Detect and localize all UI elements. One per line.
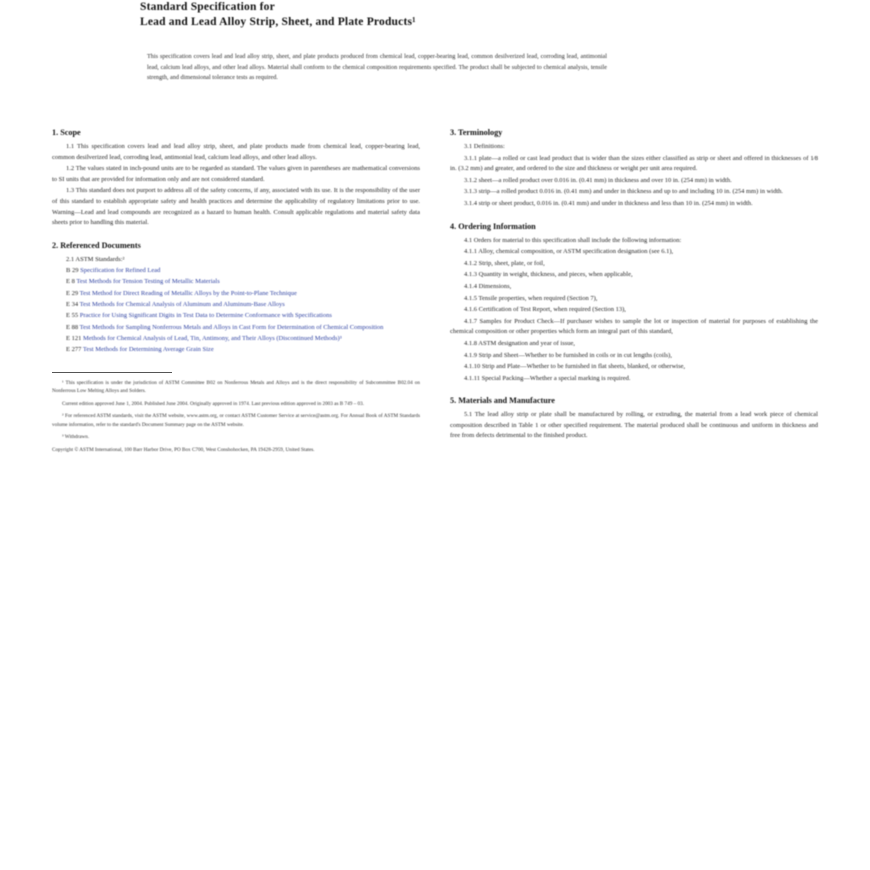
body-columns <box>52 128 818 862</box>
reference-prefix: E 277 <box>66 346 82 354</box>
reference-item[interactable] <box>52 323 420 334</box>
title-line-1: Standard Specification for <box>140 1 275 13</box>
page-title <box>140 0 818 30</box>
reference-label: Methods for Chemical Analysis of Lead, Tin, Antimony, and Their Alloys (Discontinued Methods)³ <box>82 334 342 342</box>
reference-item[interactable] <box>52 255 420 266</box>
reference-prefix: B 29 <box>66 267 79 275</box>
paragraph: 3.1.2 sheet—a rolled product over 0.016 in. (0.41 mm) in thickness and over 10 in. (254 mm) in width. <box>464 176 732 184</box>
reference-label: Test Methods for Chemical Analysis of Aluminum and Aluminum-Base Alloys <box>79 300 285 308</box>
reference-item[interactable] <box>52 289 420 300</box>
reference-prefix: E 29 <box>66 289 79 297</box>
document-header <box>140 0 818 30</box>
abstract-text: This specification covers lead and lead alloy strip, sheet, and plate products produced from chemical lead, copper-bearing lead, common desilverized lead, corroding lead, antimonial lead, calcium lead alloys, and other lead alloys. Material shall conform to the chemical composition requirements specified. The product shall be subjected to chemical analysis, tensile strength, and dimensional tolerance tests as required. <box>147 53 607 81</box>
reference-label: Test Methods for Determining Average Grain Size <box>82 346 214 354</box>
footnote: Current edition approved June 1, 2004. Published June 2004. Originally approved in 1974. Last previous edition approved in 2003 as B 749 – 03. <box>62 400 364 407</box>
reference-label: ASTM Standards:² <box>75 255 125 263</box>
reference-label: Test Method for Direct Reading of Metallic Alloys by the Point-to-Plane Technique <box>79 289 297 297</box>
paragraph: 4.1.8 ASTM designation and year of issue, <box>464 339 576 347</box>
right-column <box>450 128 818 862</box>
paragraph: 4.1.7 Samples for Product Check—If purchaser wishes to sample the lot or inspection of material for purposes of establishing the chemical composition or other properties which form an integral part of this standard, <box>450 317 818 336</box>
section-heading-scope: 1. Scope <box>52 128 81 137</box>
section-heading-terminology: 3. Terminology <box>450 128 503 137</box>
reference-prefix: E 8 <box>66 278 75 286</box>
reference-prefix: E 88 <box>66 323 79 331</box>
paragraph: 3.1 Definitions: <box>464 143 505 150</box>
title-line-2: Lead and Lead Alloy Strip, Sheet, and Plate Products¹ <box>140 16 416 28</box>
paragraph: 4.1.4 Dimensions, <box>464 282 512 290</box>
paragraph: 3.1.3 strip—a rolled product 0.016 in. (0.41 mm) and under in thickness and up to and including 10 in. (254 mm) in width. <box>464 188 783 196</box>
paragraph: 4.1.3 Quantity in weight, thickness, and pieces, when applicable, <box>464 271 633 279</box>
paragraph: 1.1 This specification covers lead and lead alloy strip, sheet, and plate products made from chemical lead, copper-bearing lead, common desilverized lead, corroding lead, antimonial lead, calcium lead alloys, and other lead alloys. <box>52 143 420 161</box>
reference-prefix: E 121 <box>66 334 82 342</box>
reference-item[interactable] <box>52 334 420 345</box>
paragraph: 4.1.5 Tensile properties, when required (Section 7), <box>464 294 598 302</box>
reference-item[interactable] <box>52 345 420 356</box>
reference-prefix: E 55 <box>66 312 79 320</box>
reference-label: Practice for Using Significant Digits in Test Data to Determine Conformance with Specifications <box>79 312 332 320</box>
reference-prefix: E 34 <box>66 300 79 308</box>
reference-item[interactable] <box>52 311 420 322</box>
paragraph: 4.1 Orders for material to this specification shall include the following information: <box>464 236 682 244</box>
section-heading-materials-and-manufacture: 5. Materials and Manufacture <box>450 396 555 406</box>
paragraph: 4.1.9 Strip and Sheet—Whether to be furnished in coils or in cut lengths (coils), <box>464 351 672 359</box>
copyright-notice: Copyright © ASTM International, 100 Barr Harbor Drive, PO Box C700, West Conshohocken, PA 19428-2959, United States. <box>52 447 315 454</box>
reference-item[interactable] <box>52 266 420 277</box>
reference-label: Test Methods for Tension Testing of Metallic Materials <box>76 278 220 286</box>
reference-label: Test Methods for Sampling Nonferrous Metals and Alloys in Cast Form for Determination of Chemical Composition <box>79 323 384 331</box>
reference-item[interactable] <box>52 277 420 288</box>
paragraph: 4.1.6 Certification of Test Report, when required (Section 13), <box>464 306 626 314</box>
paragraph: 4.1.10 Strip and Plate—Whether to be furnished in flat sheets, blanked, or otherwise, <box>464 363 686 371</box>
paragraph: 4.1.11 Special Packing—Whether a special marking is required. <box>464 374 631 382</box>
footnote-divider <box>52 372 172 373</box>
paragraph: 3.1.4 strip or sheet product, 0.016 in. (0.41 mm) and under in thickness and less than 10 in. (254 mm) in width. <box>464 199 753 207</box>
section-heading-referenced-documents: 2. Referenced Documents <box>52 240 141 250</box>
footnote: ² For referenced ASTM standards, visit the ASTM website, www.astm.org, or contact ASTM Customer Service at service@astm.org. For Annual Book of ASTM Standards volume information, refer to the standard's Document Summary page on the ASTM website. <box>52 413 420 428</box>
paragraph: 5.1 The lead alloy strip or plate shall be manufactured by rolling, or extruding, the material from a lead work piece of chemical composition described in Table 1 or other specified requirement. The material produced shall be continuous and uniform in thickness and free from defects detrimental to the finished product. <box>450 411 818 440</box>
paragraph: 4.1.1 Alloy, chemical composition, or ASTM specification designation (see 6.1), <box>464 248 674 256</box>
reference-prefix: 2.1 <box>66 255 75 263</box>
reference-label: Specification for Refined Lead <box>80 267 161 275</box>
footnote: ³ Withdrawn. <box>62 433 90 440</box>
paragraph: 1.2 The values stated in inch-pound units are to be regarded as standard. The values given in parentheses are mathematical conversions to SI units that are provided for information only and are not considered standard. <box>52 165 420 183</box>
paragraph: 3.1.1 plate—a rolled or cast lead product that is wider than the sizes either classified as strip or sheet and offered in thicknesses of 1⁄8 in. (3.2 mm) and greater, and ordered to the size and thickness or weight per unit area required. <box>450 154 818 173</box>
reference-item[interactable] <box>52 300 420 311</box>
paragraph: 1.3 This standard does not purport to address all of the safety concerns, if any, associated with its use. It is the responsibility of the user of this standard to establish appropriate safety and health practices and determine the applicability of regulatory limitations prior to use. Warning—Lead and lead compounds are recognized as a hazard to human health. Consult applicable regulations and material safety data sheets prior to handling this material. <box>52 187 420 227</box>
footnote: ¹ This specification is under the jurisdiction of ASTM Committee B02 on Nonferrous Metals and Alloys and is the direct responsibility of Subcommittee B02.04 on Nonferrous Low Melting Alloys and Solders. <box>52 379 420 395</box>
left-column <box>52 128 420 862</box>
section-heading-ordering-information: 4. Ordering Information <box>450 221 536 231</box>
paragraph: 4.1.2 Strip, sheet, plate, or foil, <box>464 259 545 267</box>
